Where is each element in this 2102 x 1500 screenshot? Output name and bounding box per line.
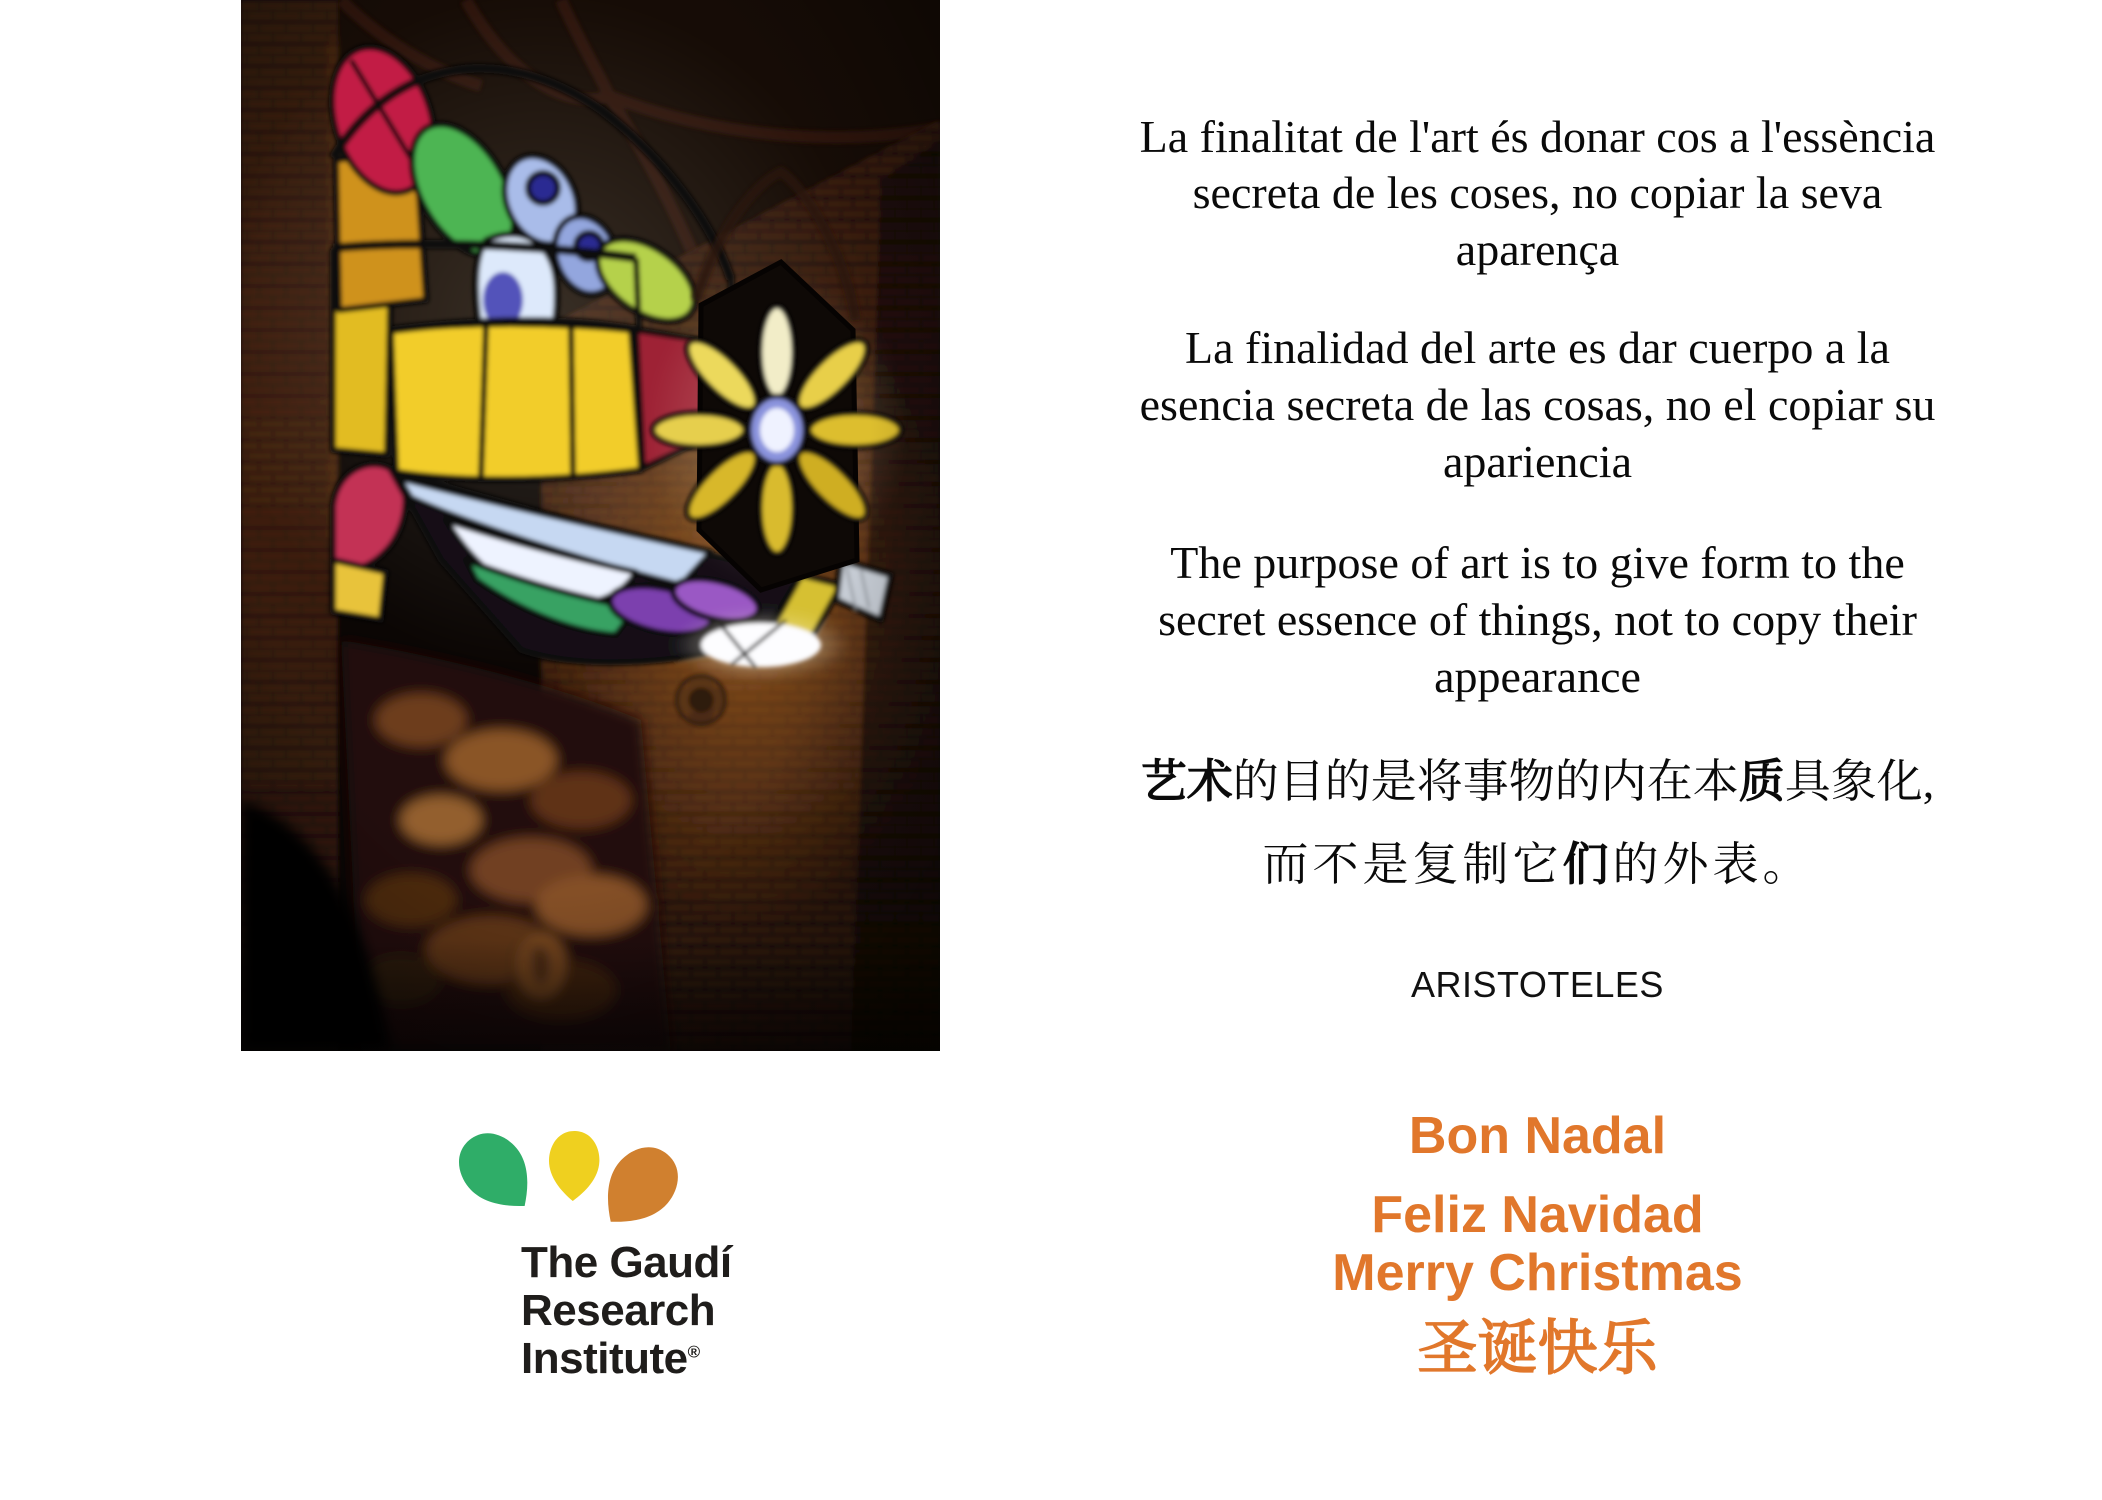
quote-column xyxy=(970,0,2102,1500)
quote-catalan-line-3: aparença xyxy=(1455,224,1620,275)
quote-english-line-1: The purpose of art is to give form to the xyxy=(1170,537,1905,588)
logo-line-3 xyxy=(521,1335,732,1383)
quote-spanish-line-1: La finalidad del arte es dar cuerpo a la xyxy=(1185,322,1890,373)
stained-glass-illustration xyxy=(241,0,940,1051)
logo-line-2: Research xyxy=(521,1286,716,1335)
quote-attribution: ARISTOTELES xyxy=(1411,964,1664,1005)
quote-english-line-3: appearance xyxy=(1434,651,1641,702)
quote-catalan-line-1: La finalitat de l'art és donar cos a l'essència xyxy=(1139,111,1936,162)
quote-chinese-line-1: 艺术的目的是将事物的内在本质具象化, xyxy=(1140,754,1935,808)
greeting-spanish: Feliz Navidad xyxy=(1371,1186,1704,1244)
quote-chinese-line-2: 而不是复制它们的外表。 xyxy=(1262,837,1813,891)
greeting-english: Merry Christmas xyxy=(1332,1244,1743,1302)
greeting-catalan: Bon Nadal xyxy=(1408,1107,1667,1165)
quote-catalan-line-2: secreta de les coses, no copiar la seva xyxy=(1192,167,1883,218)
logo-petals-icon xyxy=(435,1105,705,1245)
logo-wordmark xyxy=(521,1239,732,1383)
crypt-photo xyxy=(241,0,940,1051)
logo-line-1: The Gaudí xyxy=(521,1238,732,1287)
quote-english-line-2: secret essence of things, not to copy their xyxy=(1158,594,1917,645)
logo-line-3-text: Institute xyxy=(521,1334,688,1383)
vignette xyxy=(241,0,940,1051)
registered-mark: ® xyxy=(687,1342,700,1362)
greeting-chinese: 圣诞快乐 xyxy=(1417,1316,1658,1382)
quote-spanish-line-2: esencia secreta de las cosas, no el copiar su xyxy=(1139,379,1936,430)
quote-spanish-line-3: apariencia xyxy=(1443,436,1632,487)
